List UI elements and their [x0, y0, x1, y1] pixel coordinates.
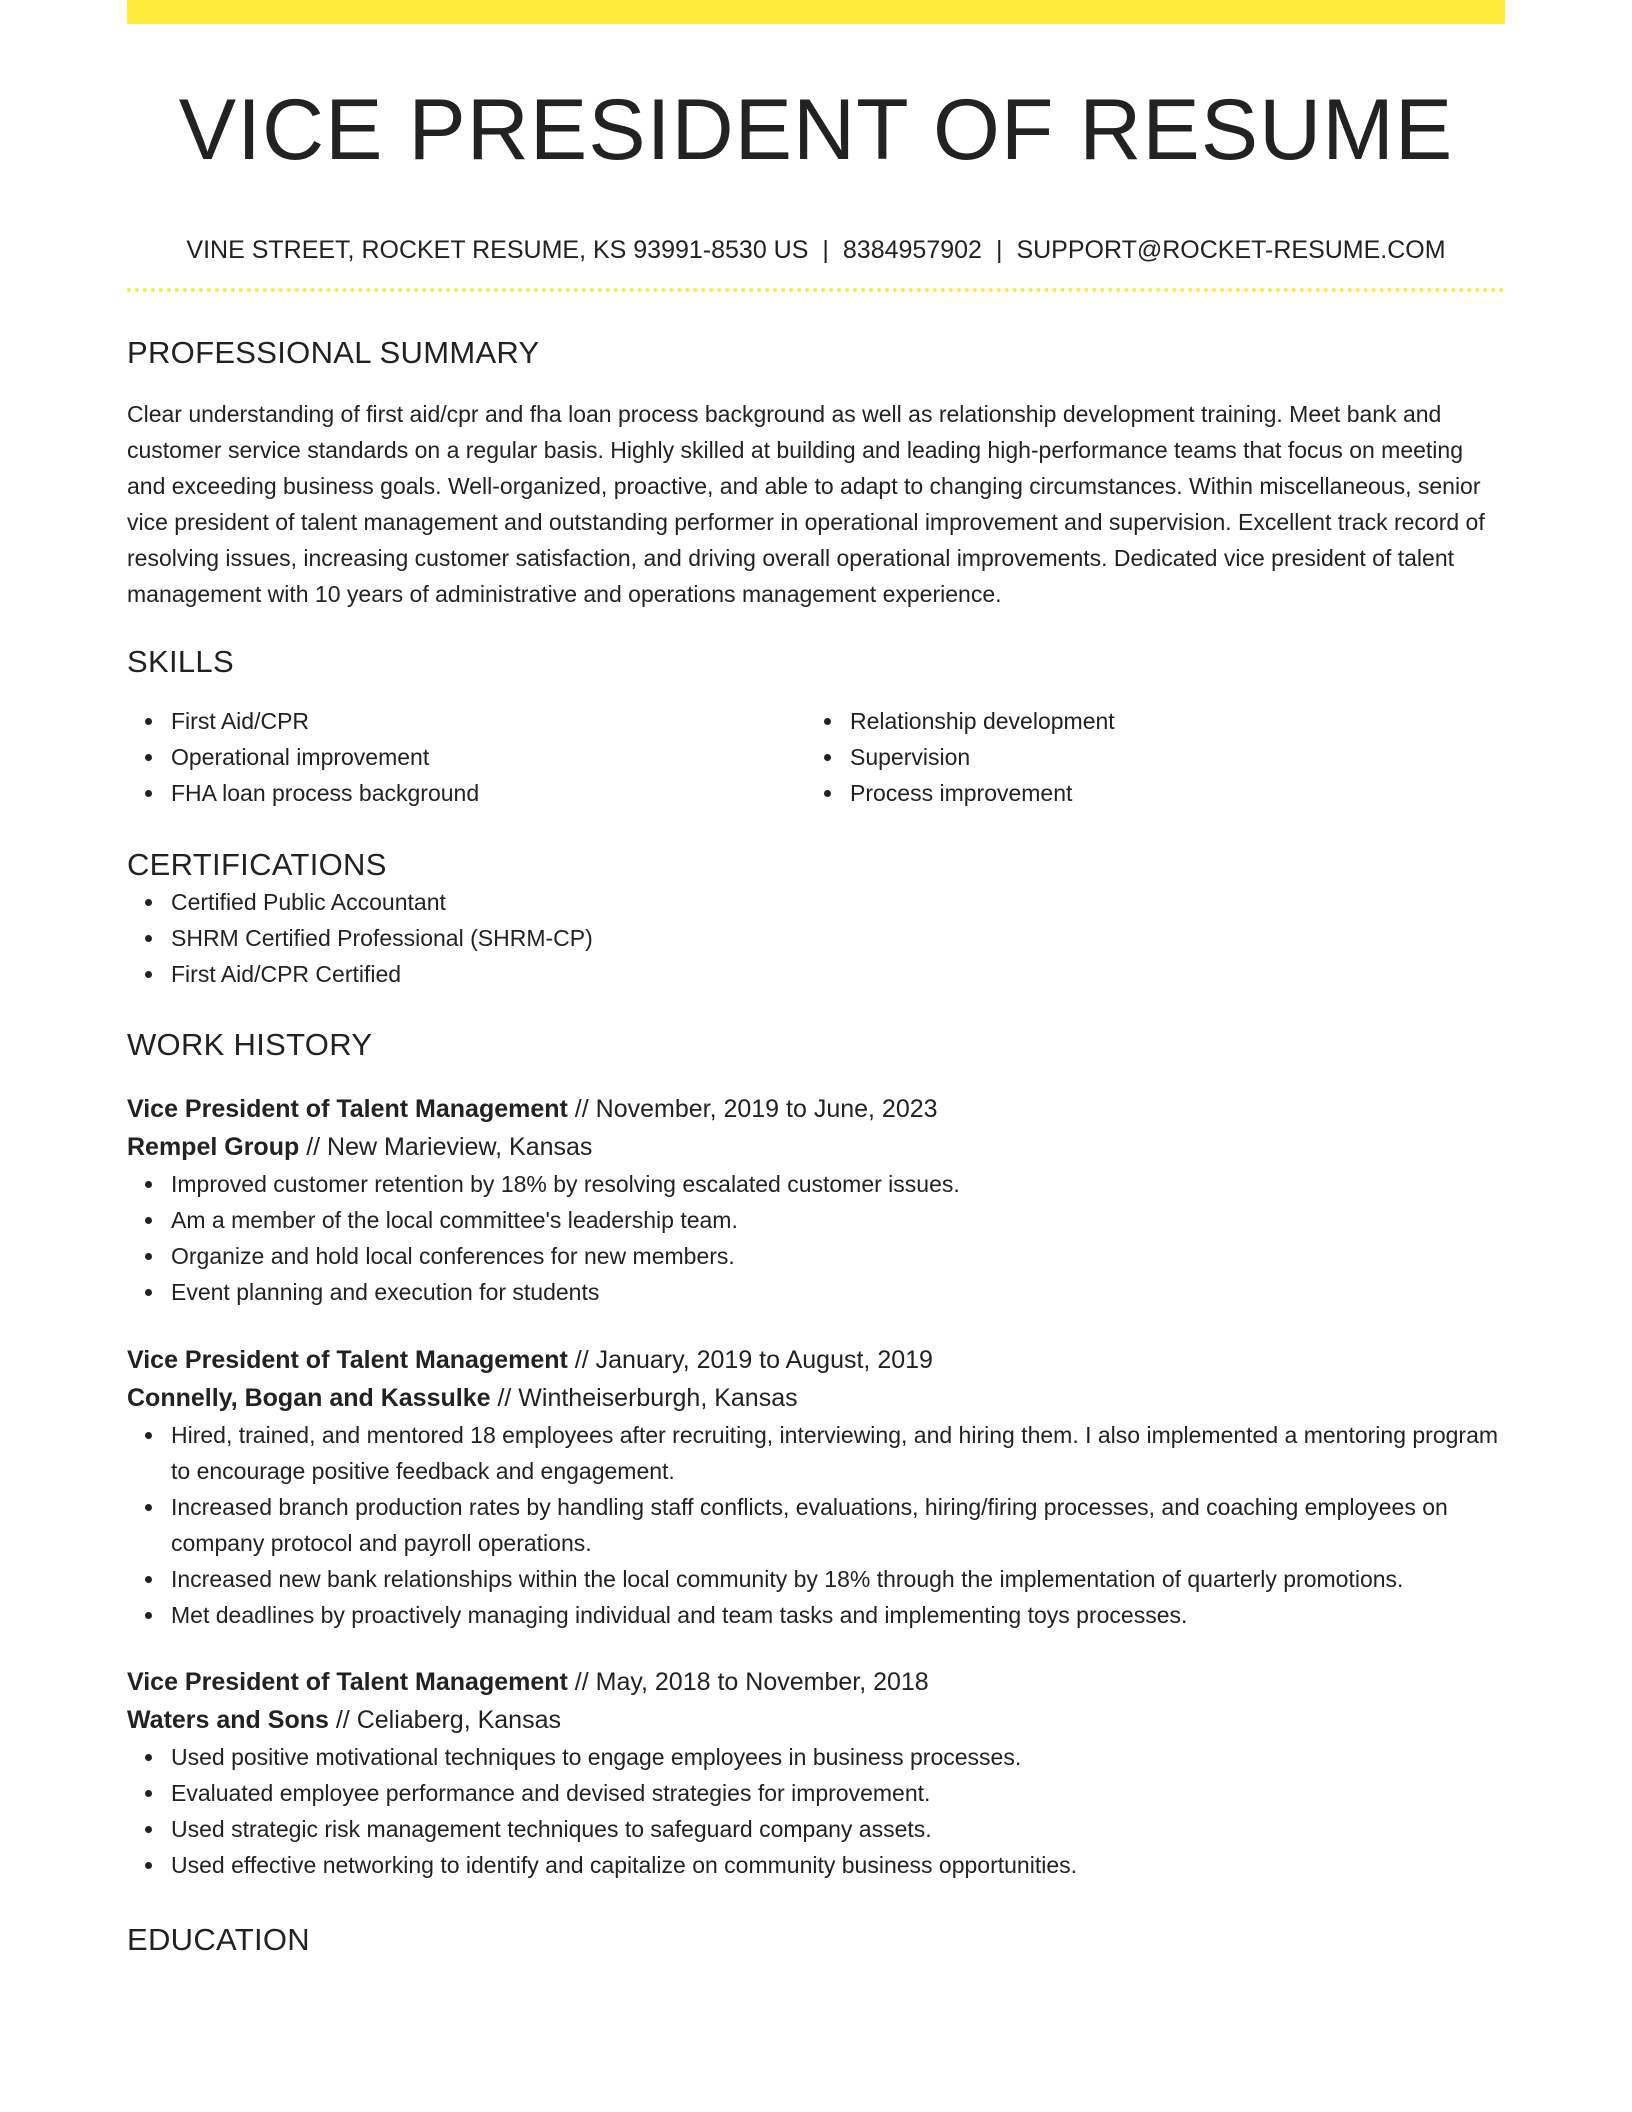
summary-text: Clear understanding of first aid/cpr and fha loan process background as well as relationship development training. Meet bank and customer service standards on a regular basis. Highly skilled at building and leading high-performance teams that focus on meeting and exceeding business goals. Well-organized, proactive, and able to adapt to changing circumstances. Within miscellaneous, senior vice president of talent management and outstanding performer in operational improvement and supervision. Excellent track record of resolving issues, increasing customer satisfaction, and driving overall operational improvements. Dedicated vice president of talent management with 10 years of administrative and operations management experience.: [127, 401, 1485, 607]
education-heading: EDUCATION: [127, 1922, 310, 1957]
job-title-line: [127, 1090, 1505, 1128]
job-company-line: [127, 1128, 1505, 1166]
job-dates: // January, 2019 to August, 2019: [567, 1346, 933, 1374]
job-bullets: [127, 1166, 1505, 1310]
job-bullets: [127, 1739, 1505, 1883]
contact-line: [127, 234, 1505, 266]
job-location: // Celiaberg, Kansas: [328, 1706, 561, 1734]
job-bullet: Organize and hold local conferences for new members.: [171, 1238, 1505, 1274]
job-title-line: [127, 1663, 1505, 1701]
certifications-list: [127, 884, 1505, 992]
skills-column-right: [806, 703, 1485, 811]
job-title-line: [127, 1341, 1505, 1379]
job-title: Vice President of Talent Management: [127, 1095, 568, 1123]
header-divider: [127, 288, 1505, 292]
job-bullet: Increased new bank relationships within the local community by 18% through the implementation of quarterly promotions.: [171, 1561, 1505, 1597]
job-bullet: Met deadlines by proactively managing individual and team tasks and implementing toys processes.: [171, 1597, 1505, 1633]
job-bullet: Used positive motivational techniques to engage employees in business processes.: [171, 1739, 1505, 1775]
job-bullet: Used strategic risk management techniques to safeguard company assets.: [171, 1811, 1505, 1847]
skills-grid: [127, 703, 1505, 811]
job-entry: [127, 1090, 1505, 1310]
job-bullet: Increased branch production rates by handling staff conflicts, evaluations, hiring/firing processes, and coaching employees on company protocol and payroll operations.: [171, 1489, 1505, 1561]
skill-item: First Aid/CPR: [171, 703, 806, 739]
contact-separator: |: [822, 236, 829, 264]
job-company: Rempel Group: [127, 1133, 300, 1161]
job-title: Vice President of Talent Management: [127, 1668, 568, 1696]
job-bullet: Used effective networking to identify and capitalize on community business opportunities.: [171, 1847, 1505, 1883]
summary-heading: PROFESSIONAL SUMMARY: [127, 335, 540, 370]
job-title: Vice President of Talent Management: [127, 1346, 568, 1374]
skills-column-left: [127, 703, 806, 811]
job-bullets: [127, 1417, 1505, 1633]
contact-email: SUPPORT@ROCKET-RESUME.COM: [1016, 236, 1446, 264]
job-dates: // May, 2018 to November, 2018: [567, 1668, 929, 1696]
certification-item: Certified Public Accountant: [171, 884, 1505, 920]
skill-item: FHA loan process background: [171, 775, 806, 811]
contact-address: VINE STREET, ROCKET RESUME, KS 93991-8530 US: [186, 236, 809, 264]
job-entry: [127, 1663, 1505, 1883]
skill-item: Operational improvement: [171, 739, 806, 775]
contact-phone: 8384957902: [842, 236, 982, 264]
job-bullet: Evaluated employee performance and devised strategies for improvement.: [171, 1775, 1505, 1811]
job-company-line: [127, 1379, 1505, 1417]
job-dates: // November, 2019 to June, 2023: [567, 1095, 938, 1123]
job-bullet: Improved customer retention by 18% by resolving escalated customer issues.: [171, 1166, 1505, 1202]
certification-item: First Aid/CPR Certified: [171, 956, 1505, 992]
certification-item: SHRM Certified Professional (SHRM-CP): [171, 920, 1505, 956]
skills-heading: SKILLS: [127, 644, 234, 679]
resume-name: VICE PRESIDENT OF RESUME: [178, 82, 1454, 178]
job-bullet: Event planning and execution for students: [171, 1274, 1505, 1310]
certifications-heading: CERTIFICATIONS: [127, 847, 387, 882]
job-entry: [127, 1341, 1505, 1633]
skill-item: Supervision: [850, 739, 1485, 775]
skill-item: Process improvement: [850, 775, 1485, 811]
skill-item: Relationship development: [850, 703, 1485, 739]
job-company-line: [127, 1701, 1505, 1739]
work-history-heading: WORK HISTORY: [127, 1027, 373, 1062]
job-bullet: Am a member of the local committee's leadership team.: [171, 1202, 1505, 1238]
job-location: // Wintheiserburgh, Kansas: [490, 1384, 798, 1412]
job-company: Connelly, Bogan and Kassulke: [127, 1384, 491, 1412]
contact-separator: |: [995, 236, 1003, 264]
job-location: // New Marieview, Kansas: [299, 1133, 593, 1161]
job-bullet: Hired, trained, and mentored 18 employees after recruiting, interviewing, and hiring them. I also implemented a mentoring program to encourage positive feedback and engagement.: [171, 1417, 1505, 1489]
resume-page: [127, 0, 1505, 1959]
job-company: Waters and Sons: [127, 1706, 329, 1734]
